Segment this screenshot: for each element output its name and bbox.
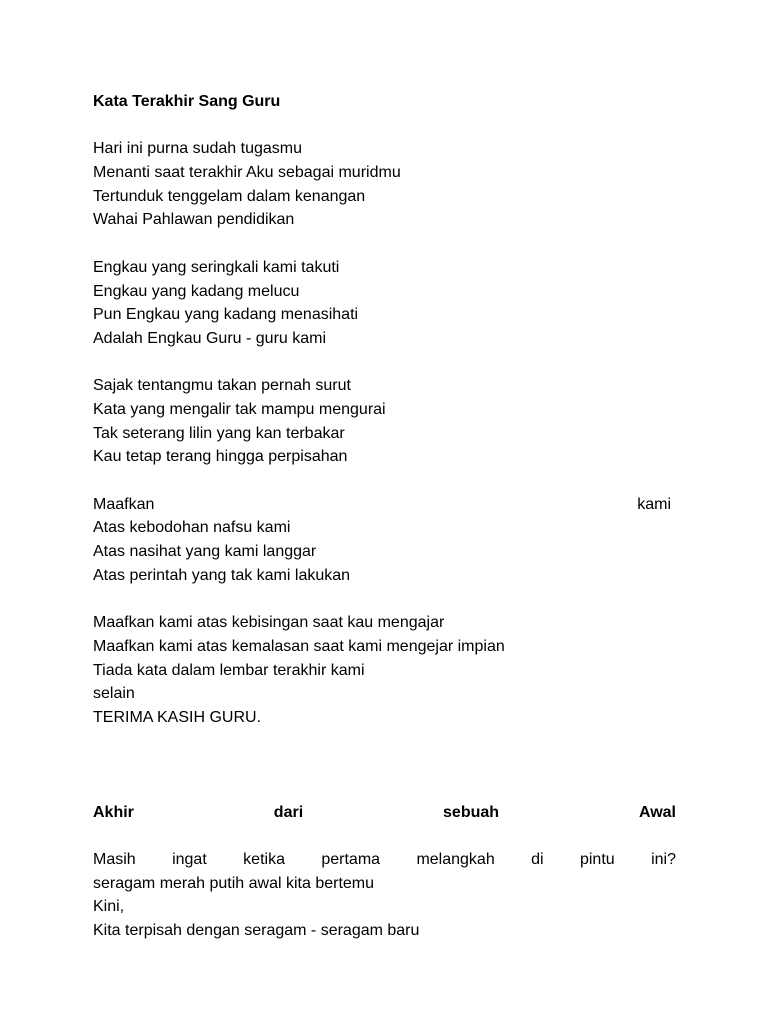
poem-line: Atas perintah yang tak kami lakukan <box>93 566 351 584</box>
poem-line: Tiada kata dalam lembar terakhir kami <box>93 661 365 679</box>
justified-word: kami <box>637 495 671 513</box>
title-word: Awal <box>638 803 676 821</box>
stanza-5 <box>93 611 676 729</box>
poem-line: Sajak tentangmu takan pernah surut <box>93 377 351 395</box>
poem-line: TERIMA KASIH GURU. <box>93 708 262 726</box>
document-content <box>93 90 676 943</box>
justified-word: melangkah <box>416 851 495 869</box>
poem-2-title <box>93 801 676 825</box>
poem-line: Wahai Pahlawan pendidikan <box>93 211 295 229</box>
poem-line: Maafkan kami atas kebisingan saat kau mengajar <box>93 614 445 632</box>
poem-line: Pun Engkau yang kadang menasihati <box>93 306 359 324</box>
justified-word: pintu <box>579 851 615 869</box>
title-word: sebuah <box>443 803 500 821</box>
poem-line: seragam merah putih awal kita bertemu <box>93 874 375 892</box>
poem-title: Kata Terakhir Sang Guru <box>93 93 281 110</box>
justified-line <box>93 848 676 872</box>
poem-line: Kita terpisah dengan seragam - seragam baru <box>93 922 420 940</box>
stanza-2 <box>93 256 676 351</box>
poem-line: Engkau yang seringkali kami takuti <box>93 258 340 276</box>
poem-line: Tak seterang lilin yang kan terbakar <box>93 424 345 442</box>
poem-line: Atas nasihat yang kami langgar <box>93 543 317 561</box>
stanza-3 <box>93 374 676 469</box>
title-word: Akhir <box>93 803 134 821</box>
poem-line: Tertunduk tenggelam dalam kenangan <box>93 187 366 205</box>
poem-line: Hari ini purna sudah tugasmu <box>93 140 303 158</box>
stanza-1 <box>93 137 676 232</box>
poem-line: Adalah Engkau Guru - guru kami <box>93 329 327 347</box>
poem-line: Engkau yang kadang melucu <box>93 282 300 300</box>
poem-line: Kata yang mengalir tak mampu mengurai <box>93 400 386 418</box>
title-word: dari <box>273 803 304 821</box>
poem-2-stanza-1 <box>93 848 676 943</box>
justified-word: Masih <box>93 851 136 869</box>
poem-line: Menanti saat terakhir Aku sebagai muridmu <box>93 164 401 182</box>
justified-word: pertama <box>321 851 381 869</box>
justified-word: Maafkan <box>93 495 155 513</box>
justified-word: ingat <box>172 851 207 869</box>
justified-word: ketika <box>243 851 285 869</box>
justified-line <box>93 493 676 517</box>
justified-word: di <box>531 851 544 869</box>
poem-line: Maafkan kami atas kemalasan saat kami mengejar impian <box>93 637 505 655</box>
stanza-4 <box>93 493 676 588</box>
justified-word: ini? <box>651 851 676 869</box>
poem-line: selain <box>93 685 135 703</box>
poem-line: Atas kebodohan nafsu kami <box>93 519 291 537</box>
poem-line: Kini, <box>93 898 125 916</box>
poem-line: Kau tetap terang hingga perpisahan <box>93 448 348 466</box>
